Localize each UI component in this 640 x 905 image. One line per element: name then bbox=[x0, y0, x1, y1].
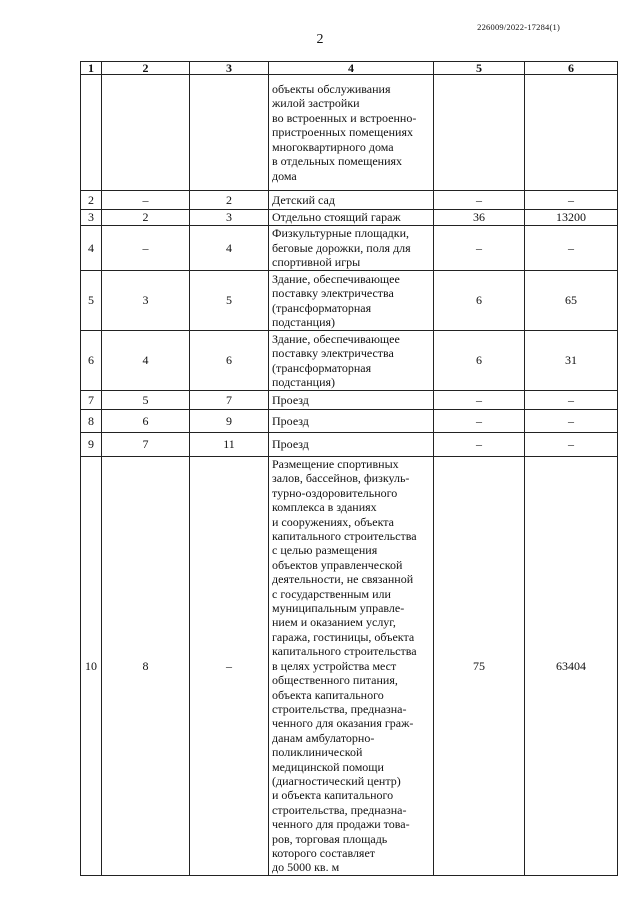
cell-description: Здание, обеспечивающее поставку электричества (трансформаторная подстанция) bbox=[269, 271, 434, 331]
cell-description: Здание, обеспечивающее поставку электричества (трансформаторная подстанция) bbox=[269, 331, 434, 391]
cell-col-3: 6 bbox=[190, 331, 269, 391]
cell-row-number: 7 bbox=[81, 391, 102, 410]
cell-col-6: – bbox=[525, 433, 618, 457]
table-row bbox=[81, 75, 618, 191]
table-row bbox=[81, 391, 618, 410]
column-header-3: 3 bbox=[190, 62, 269, 75]
cell-col-5: 6 bbox=[434, 271, 525, 331]
table-row bbox=[81, 191, 618, 210]
cell-description: Размещение спортивных залов, бассейнов, физкуль- турно-оздоровительного комплекса в зданиях и сооружениях, объекта капитального строительства с целью размещения объектов управленческой деятельности, не связанной с государственным или муниципальным управле- нием и оказанием услуг, гаража, гостиницы, объекта капитального строительства в целях устройства мест общественного питания, объекта капитального строительства, предназна- ченного для оказания граж- данам амбулаторно- поликлинической медицинской помощи (диагностический центр) и объекта капитального строительства, предназна- ченного для продажи това- ров, торговая площадь которого составляет до 5000 кв. м bbox=[269, 457, 434, 876]
cell-row-number bbox=[81, 75, 102, 191]
cell-col-3: 9 bbox=[190, 410, 269, 433]
land-use-table bbox=[80, 61, 618, 876]
cell-row-number: 4 bbox=[81, 226, 102, 271]
cell-col-6: – bbox=[525, 191, 618, 210]
cell-row-number: 9 bbox=[81, 433, 102, 457]
column-header-2: 2 bbox=[102, 62, 190, 75]
page-number: 2 bbox=[316, 32, 324, 47]
cell-col-5 bbox=[434, 75, 525, 191]
cell-col-2: 2 bbox=[102, 210, 190, 226]
cell-col-3: 11 bbox=[190, 433, 269, 457]
cell-col-2 bbox=[102, 75, 190, 191]
cell-row-number: 3 bbox=[81, 210, 102, 226]
cell-col-5: 36 bbox=[434, 210, 525, 226]
cell-col-3: – bbox=[190, 457, 269, 876]
cell-col-3: 7 bbox=[190, 391, 269, 410]
cell-description: Проезд bbox=[269, 391, 434, 410]
column-header-4: 4 bbox=[269, 62, 434, 75]
cell-col-5: 6 bbox=[434, 331, 525, 391]
cell-col-2: 5 bbox=[102, 391, 190, 410]
cell-description: Проезд bbox=[269, 410, 434, 433]
column-header-1: 1 bbox=[81, 62, 102, 75]
table-row bbox=[81, 210, 618, 226]
cell-col-6: – bbox=[525, 226, 618, 271]
cell-row-number: 8 bbox=[81, 410, 102, 433]
cell-col-2: – bbox=[102, 191, 190, 210]
cell-col-3 bbox=[190, 75, 269, 191]
cell-row-number: 6 bbox=[81, 331, 102, 391]
cell-col-3: 5 bbox=[190, 271, 269, 331]
cell-description: объекты обслуживания жилой застройки во встроенных и встроенно- пристроенных помещениях многоквартирного дома в отдельных помещениях дома bbox=[269, 75, 434, 191]
cell-description: Физкультурные площадки, беговые дорожки, поля для спортивной игры bbox=[269, 226, 434, 271]
cell-col-5: – bbox=[434, 191, 525, 210]
column-header-6: 6 bbox=[525, 62, 618, 75]
cell-col-5: 75 bbox=[434, 457, 525, 876]
table-row bbox=[81, 457, 618, 876]
table-row bbox=[81, 331, 618, 391]
cell-col-6 bbox=[525, 75, 618, 191]
cell-col-3: 2 bbox=[190, 191, 269, 210]
cell-row-number: 2 bbox=[81, 191, 102, 210]
cell-col-2: – bbox=[102, 226, 190, 271]
table-row bbox=[81, 226, 618, 271]
column-header-5: 5 bbox=[434, 62, 525, 75]
cell-col-6: – bbox=[525, 410, 618, 433]
table-row bbox=[81, 271, 618, 331]
cell-col-6: 65 bbox=[525, 271, 618, 331]
cell-description: Отдельно стоящий гараж bbox=[269, 210, 434, 226]
document-registration-number: 226009/2022-17284(1) bbox=[477, 22, 560, 32]
cell-col-5: – bbox=[434, 410, 525, 433]
cell-col-2: 4 bbox=[102, 331, 190, 391]
table-row bbox=[81, 410, 618, 433]
cell-description: Детский сад bbox=[269, 191, 434, 210]
cell-col-6: 63404 bbox=[525, 457, 618, 876]
cell-description: Проезд bbox=[269, 433, 434, 457]
cell-col-3: 4 bbox=[190, 226, 269, 271]
cell-col-2: 8 bbox=[102, 457, 190, 876]
cell-col-5: – bbox=[434, 226, 525, 271]
table-header-row bbox=[81, 62, 618, 75]
cell-col-6: 31 bbox=[525, 331, 618, 391]
cell-col-5: – bbox=[434, 391, 525, 410]
cell-row-number: 10 bbox=[81, 457, 102, 876]
cell-col-2: 7 bbox=[102, 433, 190, 457]
cell-col-3: 3 bbox=[190, 210, 269, 226]
cell-col-5: – bbox=[434, 433, 525, 457]
table-row bbox=[81, 433, 618, 457]
cell-col-2: 6 bbox=[102, 410, 190, 433]
cell-row-number: 5 bbox=[81, 271, 102, 331]
cell-col-6: – bbox=[525, 391, 618, 410]
cell-col-2: 3 bbox=[102, 271, 190, 331]
cell-col-6: 13200 bbox=[525, 210, 618, 226]
